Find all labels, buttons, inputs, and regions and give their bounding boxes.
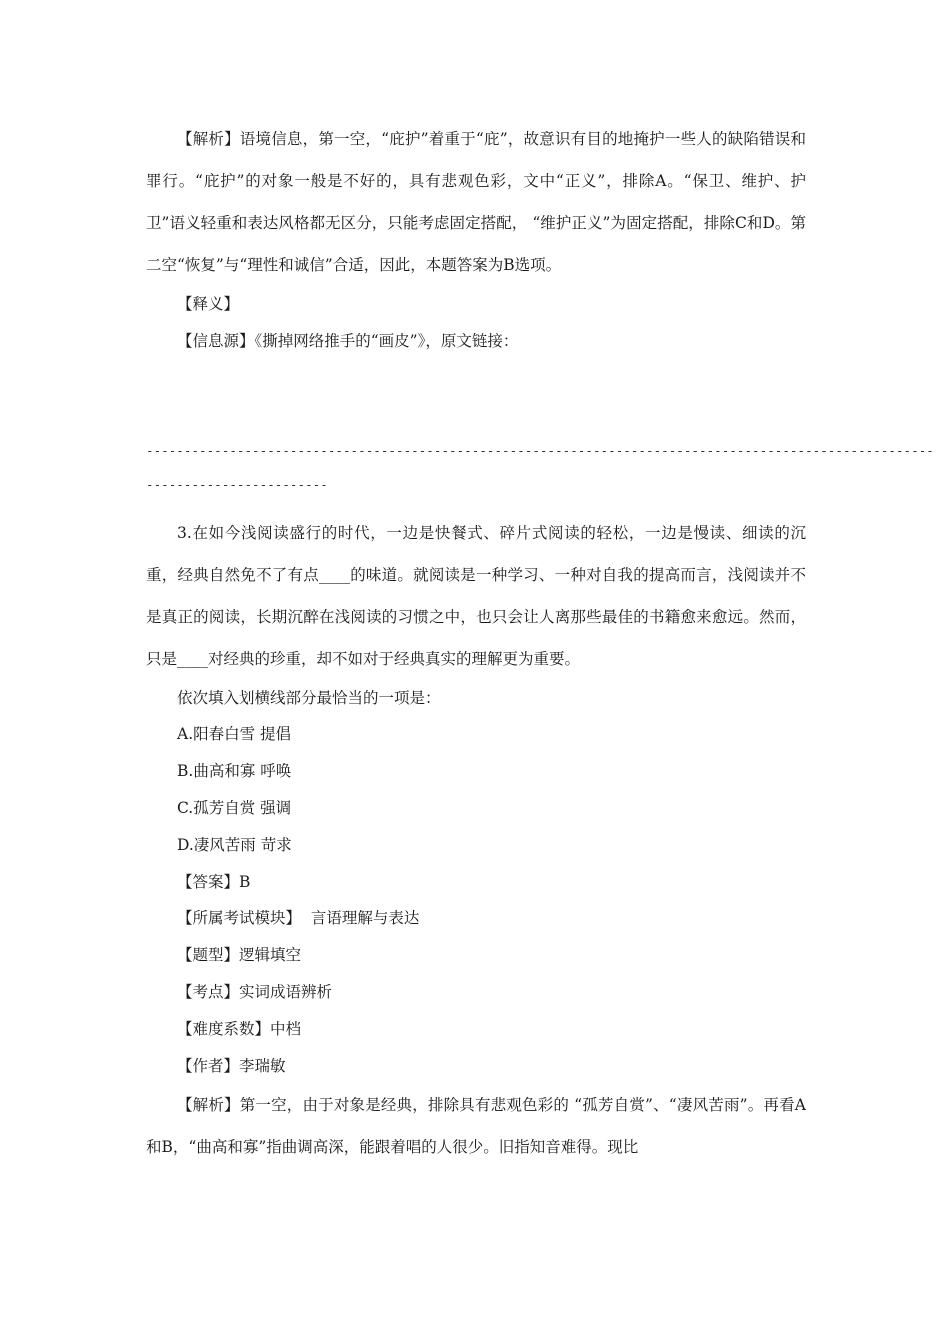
author-label: 【作者】李瑞敏 [177,1056,286,1075]
meaning-label: 【释义】 [177,295,240,313]
option-a: A.阳春白雪 提倡 [177,725,292,744]
type-label: 【题型】逻辑填空 [177,946,302,965]
analysis-paragraph: 【解析】语境信息，第一空，“庇护”着重于“庇”，故意识有目的地掩护一些人的缺陷错误和罪行。“庇护”的对象一般是不好的，具有悲观色彩，文中“正义”，排除A。“保卫、维护、护卫”语义轻重和表达风格都无区分，只能考虑固定搭配， “维护正义”为固定搭配，排除C和D。第二空“恢复”与“理性和诚信”合适，因此，本题答案为B选项。 [146,130,806,274]
module-label: 【所属考试模块】 言语理解与表达 [177,909,420,928]
option-c: C.孤芳自赏 强调 [177,798,292,817]
question-instruction: 依次填入划横线部分最恰当的一项是： [177,688,441,707]
answer-label: 【答案】B [177,872,251,891]
question-stem: 3.在如今浅阅读盛行的时代，一边是快餐式、碎片式阅读的轻松，一边是慢读、细读的沉重，经典自然免不了有点____的味道。就阅读是一种学习、一种对自我的提高而言，浅阅读并不是真正的阅读，长期沉醉在浅阅读的习惯之中，也只会让人离那些最佳的书籍愈来愈远。然而，只是____对经典的珍重，却不如对于经典真实的理解更为重要。 [146,523,806,668]
separator-line: -------------------------------------------------------------------------------------------------------- [146,442,934,458]
blank-space [146,360,806,430]
source-line: 【信息源】《撕掉网络推手的“画皮”》，原文链接： [177,331,519,350]
option-d: D.凄风苦雨 苛求 [177,835,292,854]
document-page [146,118,934,1168]
separator-line-continued: ------------------------ [146,476,328,492]
option-b: B.曲高和寡 呼唤 [177,762,292,781]
question-analysis: 【解析】第一空，由于对象是经典，排除具有悲观色彩的 “孤芳自赏”、“凄风苦雨”。再看A和B，“曲高和寡”指曲调高深，能跟着唱的人很少。旧指知音难得。现比 [146,1096,806,1157]
point-label: 【考点】实词成语辨析 [177,982,333,1001]
difficulty-label: 【难度系数】中档 [177,1019,302,1038]
